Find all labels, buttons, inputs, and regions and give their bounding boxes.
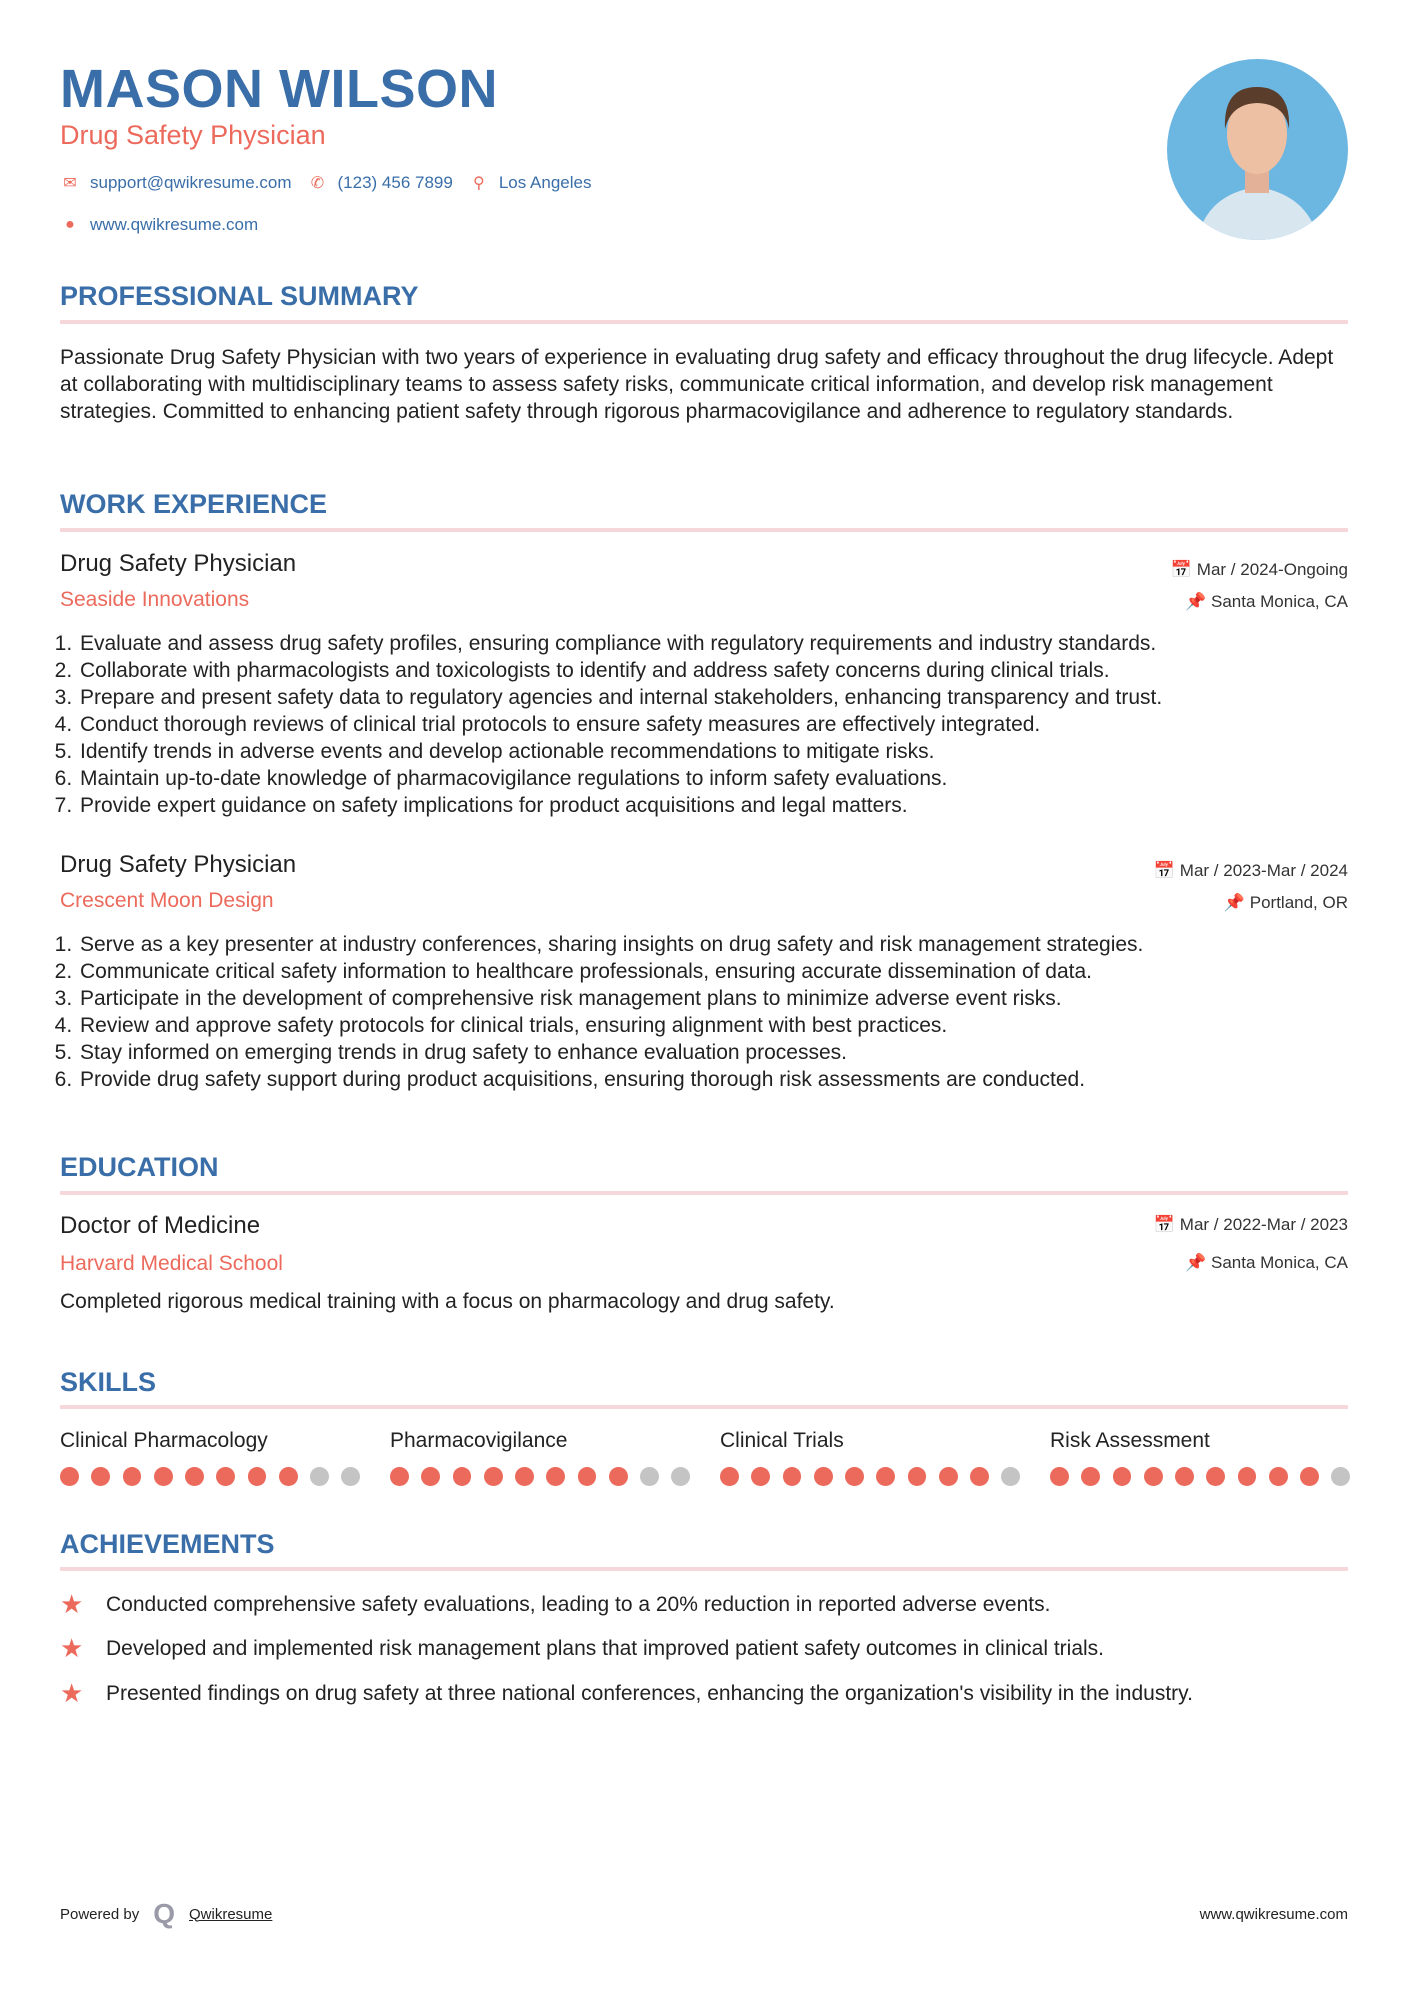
rating-dot-filled xyxy=(216,1467,235,1486)
rating-dot-filled xyxy=(123,1467,142,1486)
job-date: 📅 Mar / 2023-Mar / 2024 xyxy=(1153,861,1348,880)
bullet: 2. Collaborate with pharmacologists and toxicologists to identify and address safety concerns during clinical trials. xyxy=(78,657,1368,684)
skills-list xyxy=(60,1429,1350,1486)
job-location: 📌 Santa Monica, CA xyxy=(1185,592,1348,611)
skill-name: Risk Assessment xyxy=(1050,1429,1210,1452)
profile-photo xyxy=(1167,59,1348,240)
rating-dot-filled xyxy=(609,1467,628,1486)
email-link[interactable]: support@qwikresume.com xyxy=(90,173,292,192)
job-location: 📌 Portland, OR xyxy=(1223,893,1348,912)
divider xyxy=(60,1567,1348,1571)
phone-text: (123) 456 7899 xyxy=(337,173,453,192)
summary-text: Passionate Drug Safety Physician with two years of experience in evaluating drug safety and efficacy throughout the drug lifecycle. Adept at collaborating with multidisciplinary teams to assess safety risks, communicate critical information, and develop risk management strategies. Committed to enhancing patient safety through rigorous pharmacovigilance and adherence to regulatory standards. xyxy=(60,346,1334,423)
rating-dot-filled xyxy=(453,1467,472,1486)
job-company: Crescent Moon Design xyxy=(60,889,274,912)
rating-dot-filled xyxy=(876,1467,895,1486)
rating-dot-filled xyxy=(91,1467,110,1486)
bullet: 5. Identify trends in adverse events and develop actionable recommendations to mitigate risks. xyxy=(78,738,1368,765)
rating-dot-filled xyxy=(1144,1467,1163,1486)
skill-name: Clinical Trials xyxy=(720,1429,844,1452)
star-icon: ★ xyxy=(60,1633,84,1663)
education-location: 📌 Santa Monica, CA xyxy=(1185,1253,1348,1272)
footer-website[interactable]: www.qwikresume.com xyxy=(1199,1906,1348,1923)
pin-icon: 📌 xyxy=(1185,1253,1211,1272)
rating-dot-filled xyxy=(1206,1467,1225,1486)
rating-dot-filled xyxy=(1238,1467,1257,1486)
skill-rating xyxy=(720,1467,1020,1486)
divider xyxy=(60,1405,1348,1409)
skill-rating xyxy=(1050,1467,1350,1486)
candidate-title: Drug Safety Physician xyxy=(60,120,326,150)
globe-icon: ● xyxy=(65,216,75,233)
degree: Doctor of Medicine xyxy=(60,1212,261,1239)
bullet: 4. Conduct thorough reviews of clinical trial protocols to ensure safety measures are effectively integrated. xyxy=(78,711,1368,738)
website-link[interactable]: www.qwikresume.com xyxy=(90,215,259,234)
job-bullets xyxy=(60,931,1368,1093)
rating-dot-filled xyxy=(1113,1467,1132,1486)
email-icon: ✉ xyxy=(63,175,77,192)
rating-dot-empty xyxy=(1001,1467,1020,1486)
rating-dot-filled xyxy=(720,1467,739,1486)
skills-heading: SKILLS xyxy=(60,1367,157,1397)
skill-name: Clinical Pharmacology xyxy=(60,1429,268,1452)
achievement-item: ★ Developed and implemented risk management plans that improved patient safety outcomes in clinical trials. xyxy=(60,1633,1105,1663)
location-pin-icon: ⚲ xyxy=(472,175,485,192)
bullet: 3. Prepare and present safety data to regulatory agencies and internal stakeholders, enhancing transparency and trust. xyxy=(78,684,1368,711)
star-icon: ★ xyxy=(60,1589,84,1619)
rating-dot-filled xyxy=(154,1467,173,1486)
skill-item xyxy=(1050,1429,1350,1486)
skill-rating xyxy=(390,1467,690,1486)
pin-icon: 📌 xyxy=(1185,592,1211,611)
contact-row xyxy=(60,173,591,193)
job-bullets xyxy=(60,630,1368,819)
rating-dot-filled xyxy=(515,1467,534,1486)
skill-item xyxy=(60,1429,360,1486)
divider xyxy=(60,1191,1348,1195)
phone-icon: ✆ xyxy=(310,175,325,192)
calendar-icon: 📅 xyxy=(1153,1215,1180,1234)
skill-name: Pharmacovigilance xyxy=(390,1429,568,1452)
achievement-item: ★ Conducted comprehensive safety evaluations, leading to a 20% reduction in reported adverse events. xyxy=(60,1589,1051,1619)
bullet: 2. Communicate critical safety information to healthcare professionals, ensuring accurate dissemination of data. xyxy=(78,958,1368,985)
job-title: Drug Safety Physician xyxy=(60,851,297,878)
footer-powered: Powered by Q Qwikresume xyxy=(60,1898,273,1929)
rating-dot-filled xyxy=(578,1467,597,1486)
rating-dot-empty xyxy=(1331,1467,1350,1486)
rating-dot-filled xyxy=(1269,1467,1288,1486)
calendar-icon: 📅 xyxy=(1153,861,1180,880)
bullet: 1. Serve as a key presenter at industry conferences, sharing insights on drug safety and risk management strategies. xyxy=(78,931,1368,958)
bullet: 6. Maintain up-to-date knowledge of pharmacovigilance regulations to inform safety evaluations. xyxy=(78,765,1368,792)
rating-dot-filled xyxy=(1300,1467,1319,1486)
job-date: 📅 Mar / 2024-Ongoing xyxy=(1170,560,1348,579)
location-text: Los Angeles xyxy=(498,173,592,192)
rating-dot-filled xyxy=(939,1467,958,1486)
rating-dot-empty xyxy=(640,1467,659,1486)
bullet: 6. Provide drug safety support during product acquisitions, ensuring thorough risk assessments are conducted. xyxy=(78,1066,1368,1093)
calendar-icon: 📅 xyxy=(1170,560,1197,579)
rating-dot-filled xyxy=(279,1467,298,1486)
rating-dot-filled xyxy=(421,1467,440,1486)
rating-dot-filled xyxy=(546,1467,565,1486)
divider xyxy=(60,528,1348,532)
education-heading: EDUCATION xyxy=(60,1152,219,1182)
star-icon: ★ xyxy=(60,1678,84,1708)
school: Harvard Medical School xyxy=(60,1252,283,1275)
skill-item xyxy=(390,1429,690,1486)
bullet: 5. Stay informed on emerging trends in drug safety to enhance evaluation processes. xyxy=(78,1039,1368,1066)
rating-dot-filled xyxy=(390,1467,409,1486)
rating-dot-filled xyxy=(248,1467,267,1486)
education-description: Completed rigorous medical training with a focus on pharmacology and drug safety. xyxy=(60,1290,835,1313)
achievement-item: ★ Presented findings on drug safety at three national conferences, enhancing the organization's visibility in the industry. xyxy=(60,1678,1193,1708)
bullet: 1. Evaluate and assess drug safety profiles, ensuring compliance with regulatory requirements and industry standards. xyxy=(78,630,1368,657)
rating-dot-filled xyxy=(1175,1467,1194,1486)
website-row xyxy=(60,215,258,235)
bullet: 7. Provide expert guidance on safety implications for product acquisitions and legal matters. xyxy=(78,792,1368,819)
candidate-name: MASON WILSON xyxy=(60,59,498,119)
rating-dot-empty xyxy=(341,1467,360,1486)
skill-rating xyxy=(60,1467,360,1486)
rating-dot-empty xyxy=(671,1467,690,1486)
rating-dot-filled xyxy=(484,1467,503,1486)
rating-dot-filled xyxy=(185,1467,204,1486)
education-date: 📅 Mar / 2022-Mar / 2023 xyxy=(1153,1215,1348,1234)
rating-dot-filled xyxy=(1081,1467,1100,1486)
experience-heading: WORK EXPERIENCE xyxy=(60,489,328,519)
job-company: Seaside Innovations xyxy=(60,588,250,611)
divider xyxy=(60,320,1348,324)
brand-link[interactable]: Qwikresume xyxy=(189,1905,273,1923)
rating-dot-filled xyxy=(1050,1467,1069,1486)
rating-dot-filled xyxy=(814,1467,833,1486)
summary-heading: PROFESSIONAL SUMMARY xyxy=(60,281,419,311)
bullet: 3. Participate in the development of comprehensive risk management plans to minimize adverse event risks. xyxy=(78,985,1368,1012)
skill-item xyxy=(720,1429,1020,1486)
rating-dot-filled xyxy=(845,1467,864,1486)
job-title: Drug Safety Physician xyxy=(60,550,297,577)
bullet: 4. Review and approve safety protocols for clinical trials, ensuring alignment with best practices. xyxy=(78,1012,1368,1039)
rating-dot-filled xyxy=(60,1467,79,1486)
achievements-heading: ACHIEVEMENTS xyxy=(60,1529,275,1559)
rating-dot-filled xyxy=(908,1467,927,1486)
rating-dot-filled xyxy=(970,1467,989,1486)
qwikresume-logo-icon: Q xyxy=(153,1898,175,1929)
rating-dot-empty xyxy=(310,1467,329,1486)
pin-icon: 📌 xyxy=(1223,893,1250,912)
rating-dot-filled xyxy=(751,1467,770,1486)
rating-dot-filled xyxy=(783,1467,802,1486)
